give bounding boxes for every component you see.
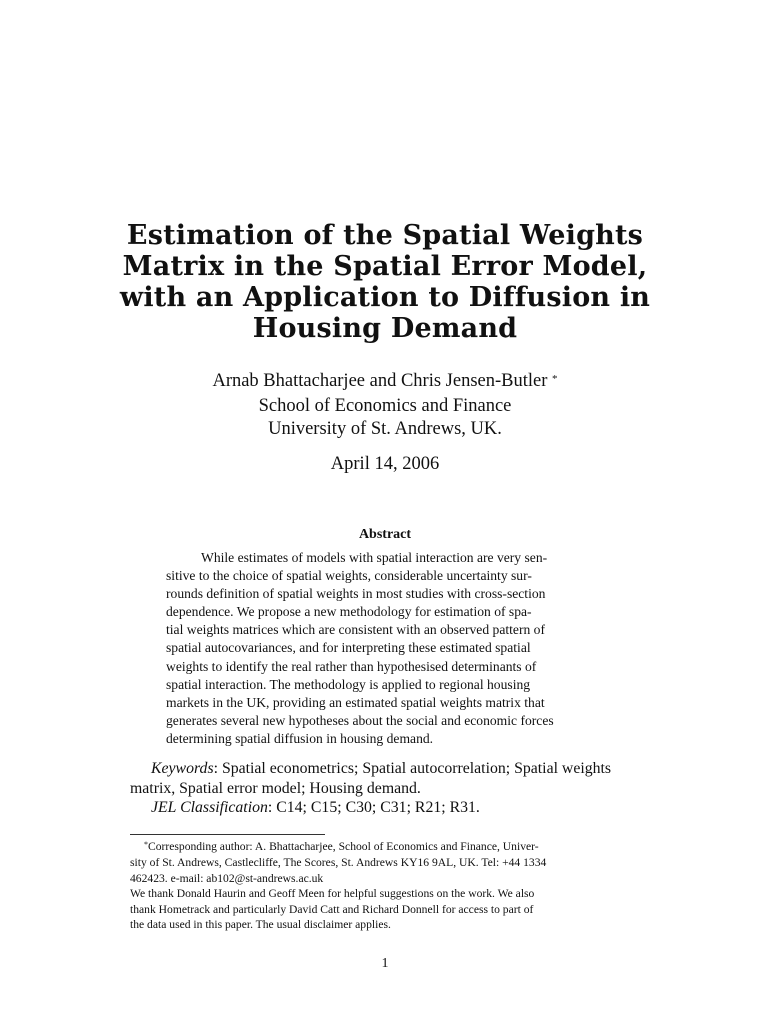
title-line: Housing Demand [252,313,518,344]
abstract-line: generates several new hypotheses about the social and economic forces [166,712,554,728]
footnote-line: sity of St. Andrews, Castlecliffe, The Scores, St. Andrews KY16 9AL, UK. Tel: +44 1334 [130,856,547,870]
abstract-line: sitive to the choice of spatial weights, considerable uncertainty sur- [166,568,532,584]
abstract-line: dependence. We propose a new methodology for estimation of spa- [166,604,532,620]
author-block [110,370,660,441]
paper-date: April 14, 2006 [330,454,440,474]
abstract-line: markets in the UK, providing an estimated spatial weights matrix that [166,694,545,710]
keywords-line-continued: matrix, Spatial error model; Housing demand. [130,779,421,797]
abstract-body [166,549,608,748]
paper-title [110,220,660,344]
title-line: with an Application to Diffusion in [119,282,651,313]
keywords-block [130,759,640,818]
author-affiliation: School of Economics and Finance [258,396,512,416]
author-footnote-mark: * [552,373,558,385]
footnote-line: 462423. e-mail: ab102@st-andrews.ac.uk [130,871,324,885]
footnote-line [130,839,650,855]
keywords-text: : Spatial econometrics; Spatial autocorrelation; Spatial weights [213,760,612,777]
abstract-line: determining spatial diffusion in housing demand. [166,730,434,746]
title-line: Matrix in the Spatial Error Model, [122,251,648,282]
footnote-divider [130,834,325,835]
jel-codes: : C14; C15; C30; C31; R21; R31. [267,799,480,816]
title-line: Estimation of the Spatial Weights [126,220,644,251]
abstract-line: spatial interaction. The methodology is applied to regional housing [166,676,531,692]
footnote-block [130,839,650,932]
abstract-line: rounds definition of spatial weights in most studies with cross-section [166,586,546,602]
abstract-line: While estimates of models with spatial interaction are very sen- [201,550,548,565]
author-university: University of St. Andrews, UK. [268,419,502,439]
footnote-text: Corresponding author: A. Bhattacharjee, School of Economics and Finance, Univer- [148,840,539,853]
keywords-line [130,759,640,779]
footnote-line: the data used in this paper. The usual disclaimer applies. [130,918,391,932]
footnote-line: We thank Donald Haurin and Geoff Meen for helpful suggestions on the work. We also [130,887,535,901]
keywords-label: Keywords [151,760,214,777]
footnote-line: thank Hometrack and particularly David Catt and Richard Donnell for access to part of [130,902,534,916]
jel-classification-line [130,798,640,818]
abstract-heading: Abstract [358,527,412,542]
abstract-line: weights to identify the real rather than hypothesised determinants of [166,658,537,674]
footnote-mark: * [144,840,148,849]
jel-label: JEL Classification [151,799,268,816]
abstract-line: spatial autocovariances, and for interpreting these estimated spatial [166,640,531,656]
page-number: 1 [381,956,389,971]
author-names-line [110,370,660,395]
author-names: Arnab Bhattacharjee and Chris Jensen-Butler [212,371,548,391]
abstract-line: tial weights matrices which are consistent with an observed pattern of [166,622,545,638]
